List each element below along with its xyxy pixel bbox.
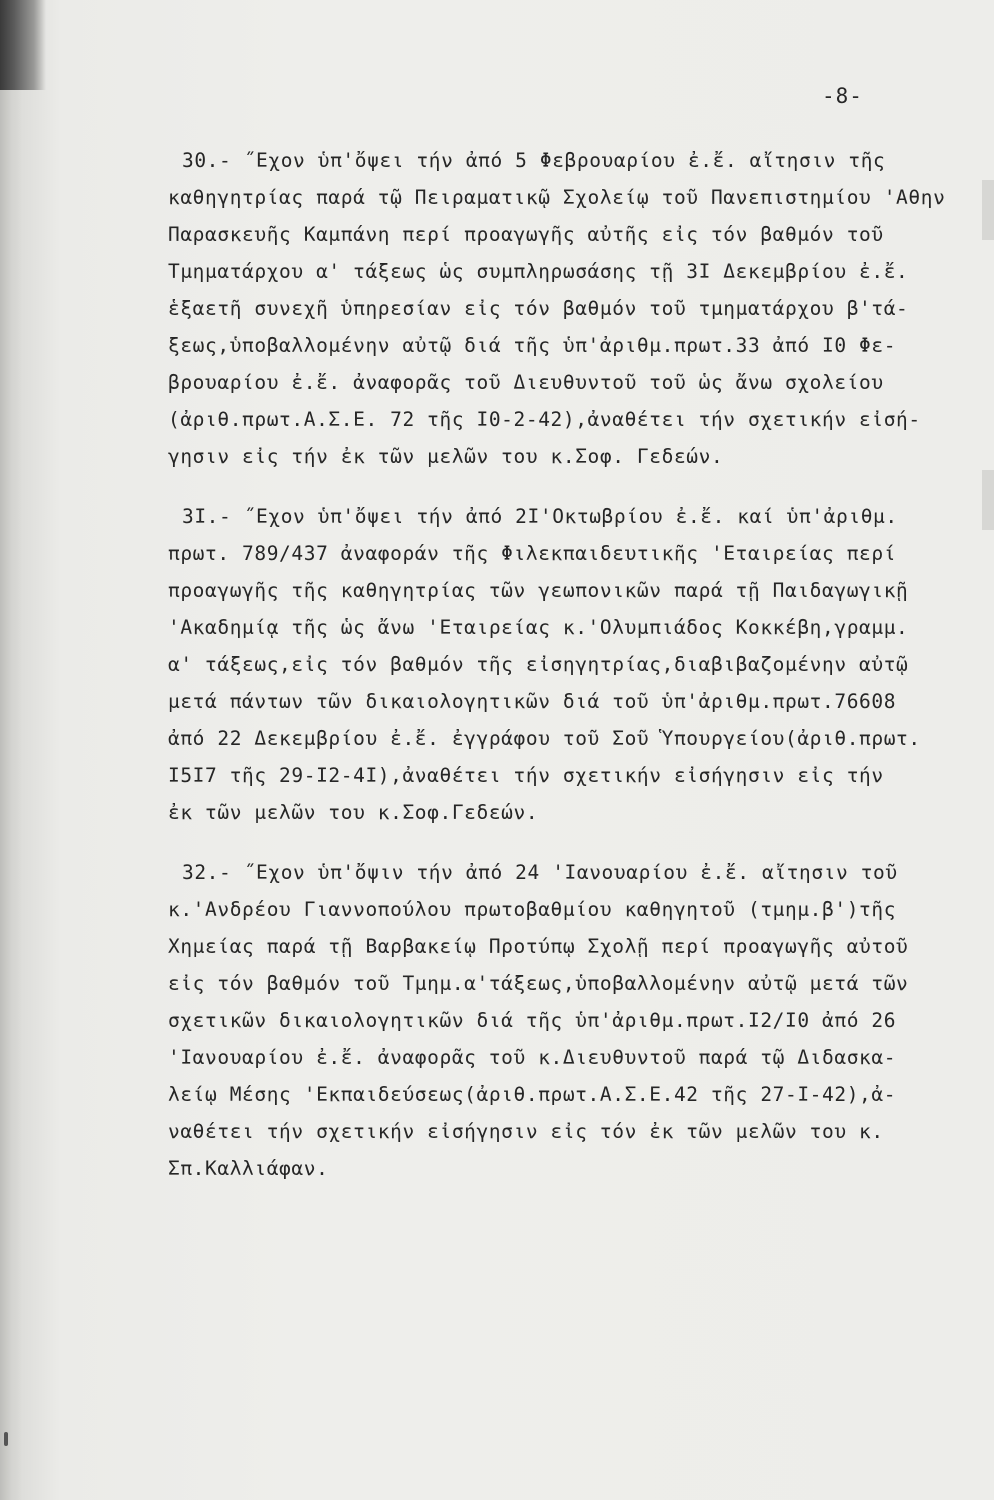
text-line: ἑξαετῆ συνεχῆ ὑπηρεσίαν εἰς τόν βαθμόν τοῦ τμηματάρχου β'τά-: [168, 297, 909, 320]
text-line: α' τάξεως,εἰς τόν βαθμόν τῆς εἰσηγητρίας,διαβιβαζομένην αὐτῷ: [168, 653, 909, 676]
text-line: ἀπό 22 Δεκεμβρίου ἐ.ἔ. ἐγγράφου τοῦ Σοῦ Ὑπουργείου(ἀριθ.πρωτ.: [168, 727, 921, 750]
text-line: κ.'Ανδρέου Γιαννοπούλου πρωτοβαθμίου καθηγητοῦ (τμημ.β')τῆς: [168, 898, 897, 921]
text-line: 3Ι.- ˝Εχον ὑπ'ὄψει τήν ἀπό 2Ι'Οκτωβρίου ἐ.ἔ. καί ὑπ'ἀριθμ.: [182, 505, 898, 528]
text-line: 30.- ˝Εχον ὑπ'ὄψει τήν ἀπό 5 Φεβρουαρίου ἐ.ἔ. αἴτησιν τῆς: [182, 149, 886, 172]
text-line: πρωτ. 789/437 ἀναφοράν τῆς Φιλεκπαιδευτικῆς 'Εταιρείας περί: [168, 542, 897, 565]
document-body: [168, 142, 968, 1187]
text-line: 32.- ˝Εχον ὑπ'ὄψιν τήν ἀπό 24 'Ιανουαρίου ἐ.ἔ. αἴτησιν τοῦ: [182, 861, 898, 884]
text-line: ναθέτει τήν σχετικήν εἰσήγησιν εἰς τόν ἐκ τῶν μελῶν του κ.: [168, 1120, 884, 1143]
page-edge-shadow: [982, 470, 994, 530]
text-line: γησιν εἰς τήν ἐκ τῶν μελῶν του κ.Σοφ. Γεδεών.: [168, 445, 724, 468]
text-line: εἰς τόν βαθμόν τοῦ Τμημ.α'τάξεως,ὑποβαλλομένην αὐτῷ μετά τῶν: [168, 972, 909, 995]
text-line: ξεως,ὑποβαλλομένην αὐτῷ διά τῆς ὑπ'ἀριθμ.πρωτ.33 ἀπό Ι0 Φε-: [168, 334, 897, 357]
text-line: Χημείας παρά τῇ Βαρβακείῳ Προτύπῳ Σχολῇ περί προαγωγῆς αὐτοῦ: [168, 935, 909, 958]
paragraph-31: [168, 498, 968, 831]
binding-edge: [0, 90, 22, 1500]
text-line: 'Ακαδημίᾳ τῆς ὡς ἄνω 'Εταιρείας κ.'Ολυμπιάδος Κοκκέβη,γραμμ.: [168, 616, 909, 639]
text-line: Σπ.Καλλιάφαν.: [168, 1157, 329, 1180]
text-line: προαγωγῆς τῆς καθηγητρίας τῶν γεωπονικῶν παρά τῇ Παιδαγωγικῇ: [168, 579, 909, 602]
paragraph-32: [168, 854, 968, 1187]
binding-shadow: [0, 0, 46, 90]
text-line: μετά πάντων τῶν δικαιολογητικῶν διά τοῦ ὑπ'ἀριθμ.πρωτ.76608: [168, 690, 897, 713]
edge-mark: [4, 1432, 8, 1446]
text-line: 'Ιανουαρίου ἐ.ἔ. ἀναφορᾶς τοῦ κ.Διευθυντοῦ παρά τῷ Διδασκα-: [168, 1046, 897, 1069]
text-line: (ἀριθ.πρωτ.Α.Σ.Ε. 72 τῆς Ι0-2-42),ἀναθέτει τήν σχετικήν εἰσή-: [168, 408, 921, 431]
text-line: Τμηματάρχου α' τάξεως ὡς συμπληρωσάσης τῇ 3Ι Δεκεμβρίου ἐ.ἔ.: [168, 260, 909, 283]
paragraph-30: [168, 142, 968, 475]
text-line: Ι5Ι7 τῆς 29-Ι2-4Ι),ἀναθέτει τήν σχετικήν εἰσήγησιν εἰς τήν: [168, 764, 884, 787]
page-edge-shadow: [982, 180, 994, 240]
text-line: ἐκ τῶν μελῶν του κ.Σοφ.Γεδεών.: [168, 801, 539, 824]
text-line: Παρασκευῆς Καμπάνη περί προαγωγῆς αὐτῆς εἰς τόν βαθμόν τοῦ: [168, 223, 884, 246]
text-line: λείῳ Μέσης 'Εκπαιδεύσεως(ἀριθ.πρωτ.Α.Σ.Ε.42 τῆς 27-Ι-42),ἀ-: [168, 1083, 897, 1106]
text-line: σχετικῶν δικαιολογητικῶν διά τῆς ὑπ'ἀριθμ.πρωτ.Ι2/Ι0 ἀπό 26: [168, 1009, 897, 1032]
text-line: καθηγητρίας παρά τῷ Πειραματικῷ Σχολείῳ τοῦ Πανεπιστημίου 'Αθην: [168, 186, 946, 209]
text-line: βρουαρίου ἐ.ἔ. ἀναφορᾶς τοῦ Διευθυντοῦ τοῦ ὡς ἄνω σχολείου: [168, 371, 884, 394]
page-number: -8-: [822, 84, 863, 108]
